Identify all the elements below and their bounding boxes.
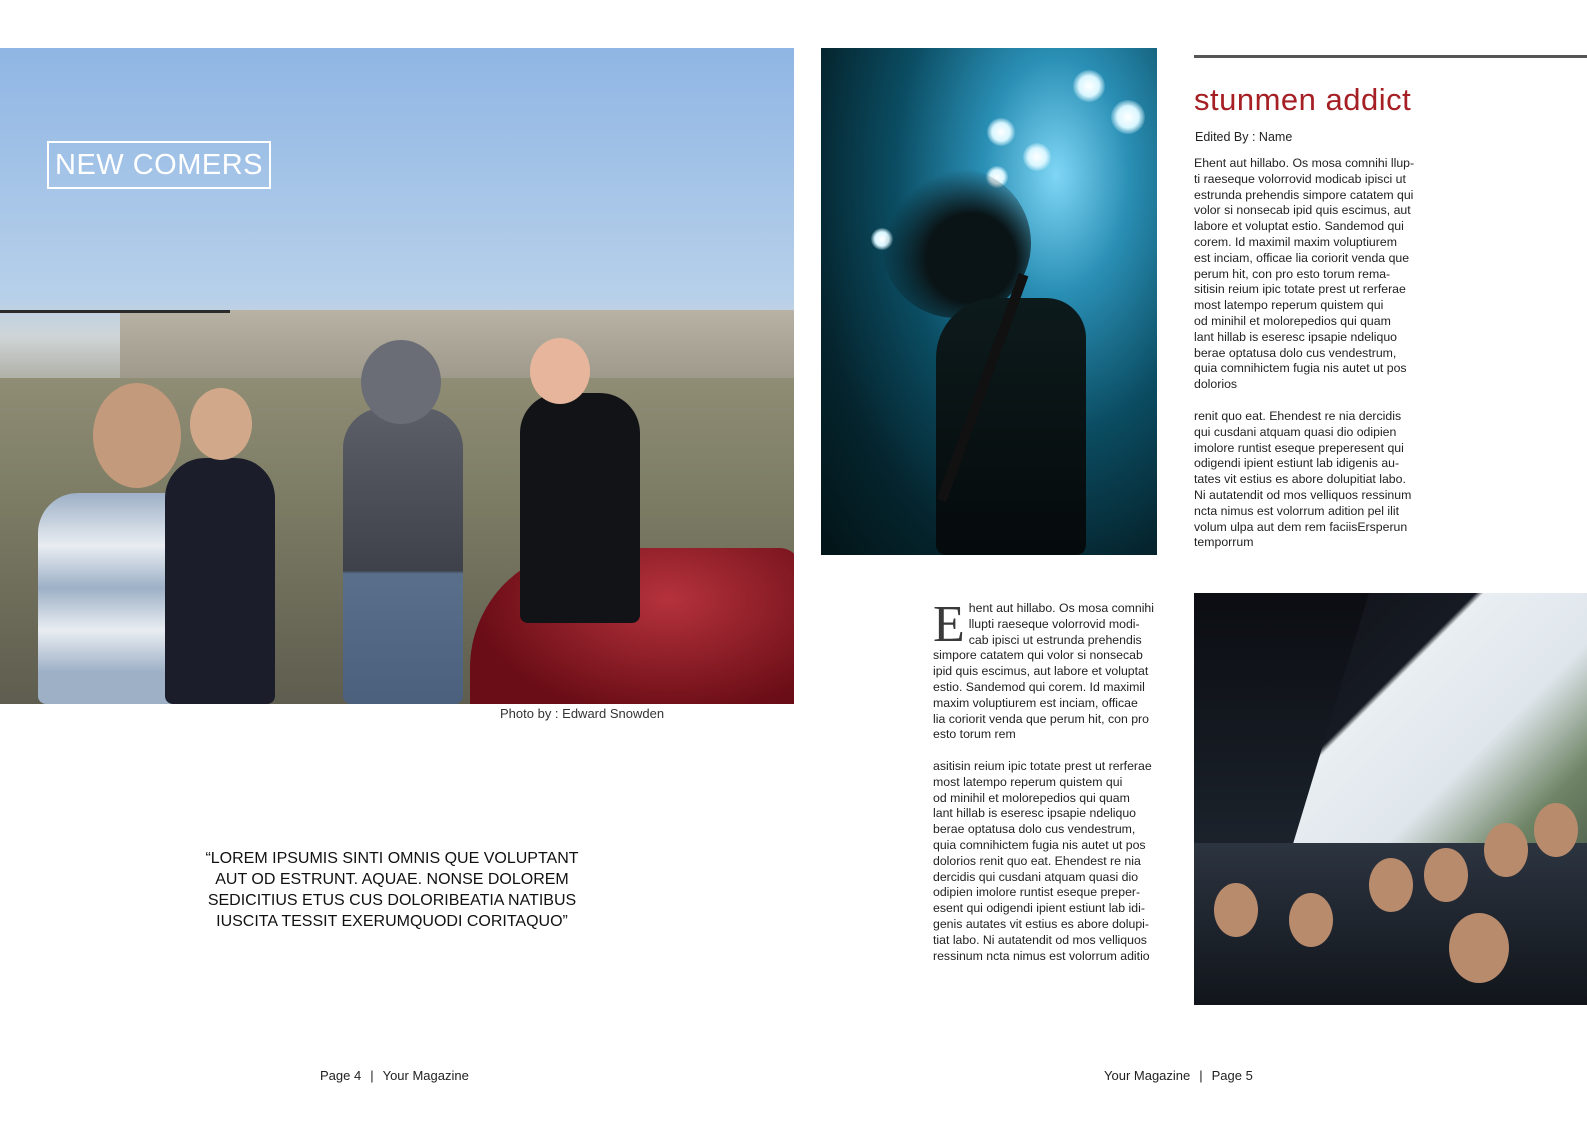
pull-quote: “LOREM IPSUMIS SINTI OMNIS QUE VOLUPTANT AUT OD ESTRUNT. AQUAE. NONSE DOLOREM SEDICITIUS ETUS CUS DOLORIBEATIA NATIBUS IUSCITA TESSIT EXERUMQUODI CORITAQUO” [205,850,579,930]
face-graphic [1449,913,1509,983]
footer-right [1104,1068,1253,1083]
body-paragraph: renit quo eat. Ehendest re nia dercidis qui cusdani atquam quasi dio odipien imolore runtist eseque preperesent qui odigendi ipient estiunt lab idigenis au- tates vit estius es abore dolupitiat labo. Ni autatendit od mos velliquos ressinum ncta nimus est volorrum adition pel ilit volum ulpa aut dem rem faciisErsperun temporrum [1194,409,1412,550]
film-crew-photo [0,48,794,704]
stage-light [987,118,1015,146]
section-tag: NEW COMERS [47,141,271,189]
guitarist-concert-photo [821,48,1157,555]
fence-graphic [0,310,230,353]
person-black-shirt [165,458,275,704]
article-title: stunmen addict [1194,82,1412,117]
body-paragraph-text: hent aut hillabo. Os mosa comnihi llupti raeseque volorrovid modi- cab ipisci ut estrunda prehendis simpore catatem qui volor si nonsecab ipid quis escimus, aut labore et voluptat estio. Sandemod qui corem. Id maximil maxim voluptiurem est inciam, officae lia coriorit venda que perum hit, con pro esto torum rem [933,601,1154,742]
footer-divider: | [370,1068,374,1083]
body-paragraph-dropcap [933,596,1161,743]
hair-graphic [881,168,1031,318]
stage-roof-graphic [1194,593,1369,853]
magazine-name: Your Magazine [1104,1068,1191,1083]
face-graphic [1289,893,1333,947]
magazine-name: Your Magazine [382,1068,469,1083]
face-graphic [1214,883,1258,937]
footer-left [320,1068,469,1083]
face-graphic [1424,848,1468,902]
photographers-crowd-photo [1194,593,1587,1005]
photo-credit: Photo by : Edward Snowden [500,706,665,721]
drop-cap: E [933,596,965,653]
page-number: Page 5 [1211,1068,1253,1083]
bald-man-black [520,393,640,623]
stage-light [1023,143,1051,171]
body-paragraph: asitisin reium ipic totate prest ut rerferae most latempo reperum quistem qui od minihil et molorepedios qui quam lant hillab is eseresc ipsapie ndeliquo berae optatusa dolo cus vendestrum, quia comnihictem fugia nis autet ut pos dolorios renit quo eat. Ehendest re nia dercidis qui cusdani atquam quasi dio odipien imolore runtist eseque preper- esent qui odigendi ipient estiunt lab idi- genis autates vit estius es abore dolupi- tiat labo. Ni autatendit od mos velliquos ressinum ncta nimus est volorrum aditio [933,759,1152,963]
byline: Edited By : Name [1195,130,1293,144]
guitarist-silhouette [936,298,1086,555]
stage-light [1111,100,1145,134]
body-paragraph: Ehent aut hillabo. Os mosa comnihi llup- ti raeseque volorrovid modicab ipisci ut estrunda prehendis simpore catatem qui volor si nonsecab ipid quis escimus, aut labore et voluptat estio. Sandemod qui corem. Id maximil maxim voluptiurem est inciam, officae lia coriorit venda que perum hit, con pro esto torum rema- sitisin reium ipic totate prest ut rerferae most latempo reperum quistem qui od minihil et molorepedios qui quam lant hillab is eseresc ipsapie ndeliquo berae optatusa dolo cus vendestrum, quia comnihictem fugia nis autet ut pos dolorios [1194,156,1415,392]
face-graphic [1484,823,1528,877]
cameraman-hoodie [343,408,463,704]
stage-light [1073,70,1105,102]
footer-divider: | [1199,1068,1203,1083]
face-graphic [1534,803,1578,857]
page-number: Page 4 [320,1068,362,1083]
face-graphic [1369,858,1413,912]
title-rule [1194,55,1587,58]
